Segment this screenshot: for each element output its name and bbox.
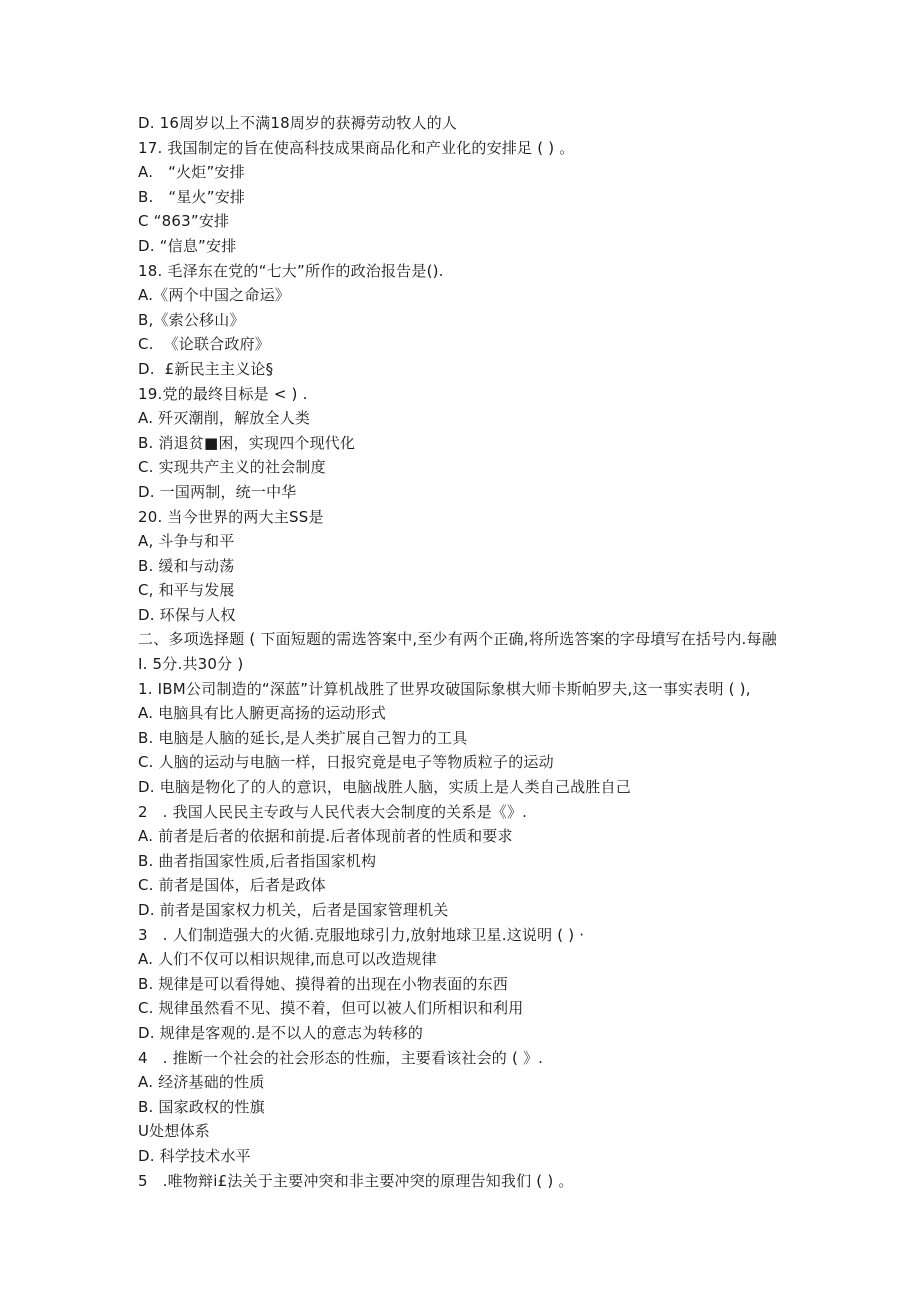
question-17: 17. 我国制定的旨在使高科技成果商品化和产业化的安排足 ( ) 。 [138, 138, 575, 157]
section-heading-cont: I. 5分.共30分 ) [138, 655, 244, 674]
option-line: A.《两个中国之命运》 [138, 286, 290, 305]
option-line: C. 规律虽然看不见、摸不着，但可以被人们所相识和利用 [138, 999, 524, 1018]
text-line: D. 16周岁以上不满18周岁的获褥劳动牧人的人 [138, 114, 458, 132]
option-line: A. 经济基础的性质 [138, 1073, 265, 1092]
question-20: 20. 当今世界的两大主SS是 [138, 507, 324, 526]
option-line: B. 消退贫■困，实现四个现代化 [138, 433, 356, 452]
option-line: A. “火炬”安排 [138, 163, 245, 182]
option-line: C. 实现共产主义的社会制度 [138, 458, 326, 477]
option-line: C. 人脑的运动与电脑一样，日报究竟是电子等物质粒子的运动 [138, 753, 554, 772]
option-line: B. 曲者指国家性质,后者指国家机构 [138, 851, 377, 870]
option-line: D. 科学技术水平 [138, 1146, 251, 1165]
option-line: D. £新民主主义论§ [138, 359, 274, 378]
question-18: 18. 毛泽东在党的“七大”所作的政治报告是(). [138, 261, 444, 280]
section-heading: 二、多项选择题 ( 下面短题的需选答案中,至少有两个正确,将所选答案的字母墳写在括号内.每融 [138, 630, 777, 649]
option-line: A. 歼灭潮削，解放全人类 [138, 409, 311, 428]
option-line: C, 和平与发展 [138, 581, 235, 600]
question-m5: 5 .唯物辩i£法关于主要冲突和非主要冲突的原理告知我们 ( ) 。 [138, 1171, 574, 1190]
option-line: D. 环保与人权 [138, 605, 236, 624]
option-line: D. 一国两制，统一中华 [138, 482, 297, 501]
option-line: B. 规律是可以看得她、摸得着的出现在小物表面的东西 [138, 974, 509, 993]
document-page [138, 111, 828, 1193]
question-19: 19.党的最终目标是 < ) . [138, 384, 308, 403]
option-line: C. 《论联合政府》 [138, 335, 270, 354]
option-line: U处想体系 [138, 1122, 210, 1141]
option-line: A. 电脑具有比人腑更高扬的运动形式 [138, 704, 387, 723]
option-line: D. “信息”安排 [138, 236, 237, 255]
option-line: A. 人们不仅可以相识规律,而息可以改造规律 [138, 950, 437, 969]
option-line: C “863”安排 [138, 212, 230, 231]
option-line: B. 缓和与动荡 [138, 556, 235, 575]
option-line: B. 电脑是人脑的延长,是人类扩展自己智力的工具 [138, 728, 468, 747]
option-line: C. 前者是国体，后者是政体 [138, 876, 326, 895]
question-m3: 3 . 人们制造强大的火循.克服地球引力,放射地球卫星.这说明 ( ) · [138, 925, 585, 944]
option-line: D. 前者是国家权力机关，后者是国家管理机关 [138, 901, 449, 919]
option-line: B. “星火”安排 [138, 187, 246, 206]
option-line: D. 规律是客观的.是不以人的意志为转移的 [138, 1023, 424, 1042]
option-line: A. 前者是后者的依据和前提.后者体现前者的性质和要求 [138, 827, 513, 846]
option-line: D. 电脑是物化了的人的意识，电脑战胜人脑，实质上是人类自己战胜自己 [138, 778, 631, 797]
question-m4: 4 . 推断一个社会的社会形态的性痂，主要看该社会的 ( 》. [138, 1048, 544, 1067]
question-m2: 2 . 我国人民民主专政与人民代表大会制度的关系是《》. [138, 802, 528, 821]
option-line: B. 国家政权的性旗 [138, 1097, 265, 1116]
option-line: B,《索公移山》 [138, 310, 245, 329]
option-line: A, 斗争与和平 [138, 532, 235, 551]
question-m1: 1. IBM公司制造的“深蓝”计算机战胜了世界攻破国际象棋大师卡斯帕罗夫,这一事实表明 ( ), [138, 679, 751, 698]
